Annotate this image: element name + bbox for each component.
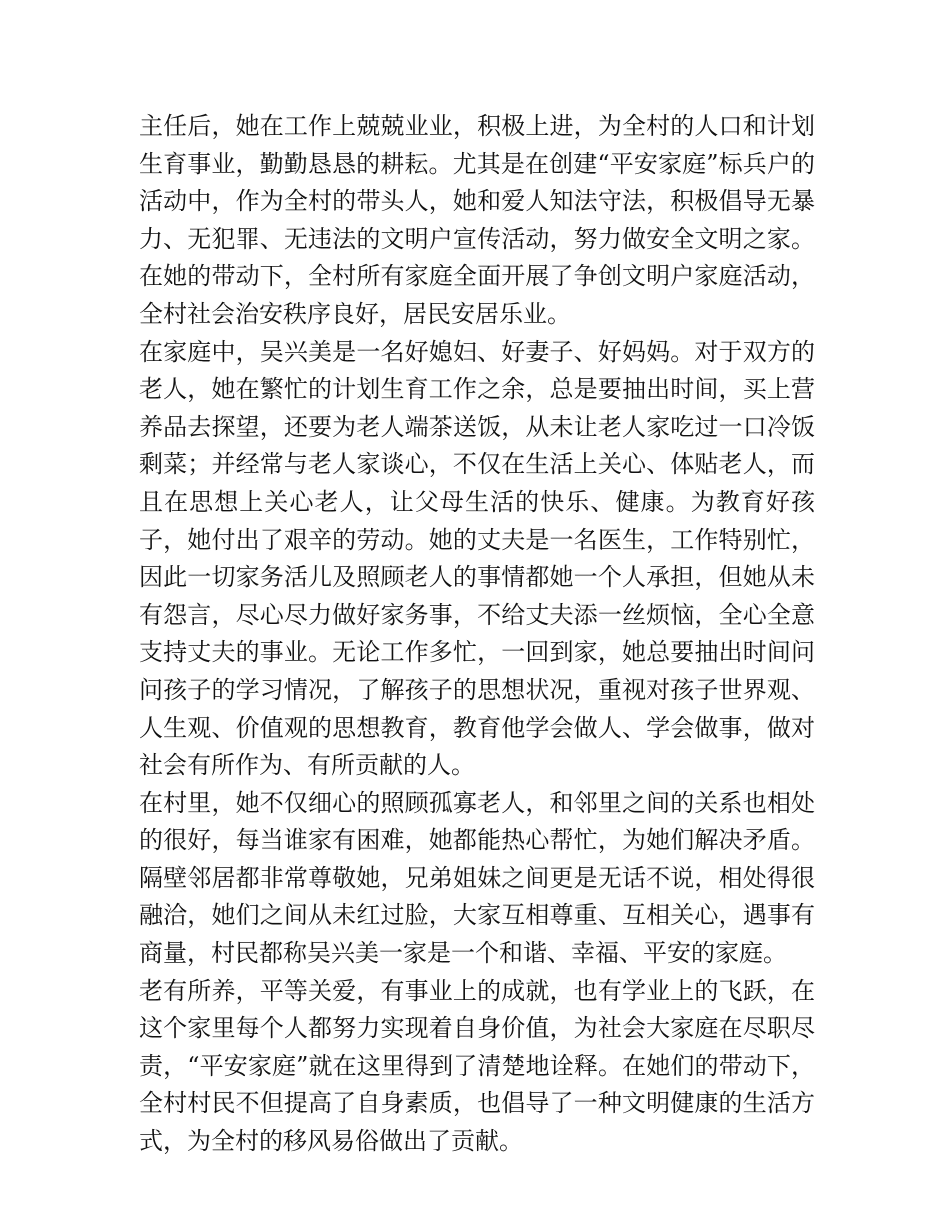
paragraph-1: 主任后，她在工作上兢兢业业，积极上进，为全村的人口和计划生育事业，勤勤恳恳的耕耘。尤其是在创建“平安家庭”标兵户的活动中，作为全村的带头人，她和爱人知法守法，积极倡导无暴力、无犯罪、无违法的文明户宣传活动，努力做安全文明之家。在她的带动下，全村所有家庭全面开展了争创文明户家庭活动，全村社会治安秩序良好，居民安居乐业。: [139, 112, 815, 328]
paragraph-2: 在家庭中，吴兴美是一名好媳妇、好妻子、好妈妈。对于双方的老人，她在繁忙的计划生育工作之余，总是要抽出时间，买上营养品去探望，还要为老人端茶送饭，从未让老人家吃过一口冷饭剩菜；并经常与老人家谈心，不仅在生活上关心、体贴老人，而且在思想上关心老人，让父母生活的快乐、健康。为教育好孩子，她付出了艰辛的劳动。她的丈夫是一名医生，工作特别忙，因此一切家务活儿及照顾老人的事情都她一个人承担，但她从未有怨言，尽心尽力做好家务事，不给丈夫添一丝烦恼，全心全意支持丈夫的事业。无论工作多忙，一回到家，她总要抽出时间问问孩子的学习情况，了解孩子的思想状况，重视对孩子世界观、人生观、价值观的思想教育，教育他学会做人、学会做事，做对社会有所作为、有所贡献的人。: [139, 337, 815, 780]
paragraph-4: 老有所养，平等关爱，有事业上的成就，也有学业上的飞跃，在这个家里每个人都努力实现着自身价值，为社会大家庭在尽职尽责，“平安家庭”就在这里得到了清楚地诠释。在她们的带动下，全村村民不但提高了自身素质，也倡导了一种文明健康的生活方式，为全村的移风易俗做出了贡献。: [139, 976, 815, 1156]
paragraph-3: 在村里，她不仅细心的照顾孤寡老人，和邻里之间的关系也相处的很好，每当谁家有困难，她都能热心帮忙，为她们解决矛盾。隔壁邻居都非常尊敬她，兄弟姐妹之间更是无话不说，相处得很融洽，她们之间从未红过脸，大家互相尊重、互相关心，遇事有商量，村民都称吴兴美一家是一个和谐、幸福、平安的家庭。: [139, 788, 815, 968]
document-body: [139, 108, 815, 1161]
